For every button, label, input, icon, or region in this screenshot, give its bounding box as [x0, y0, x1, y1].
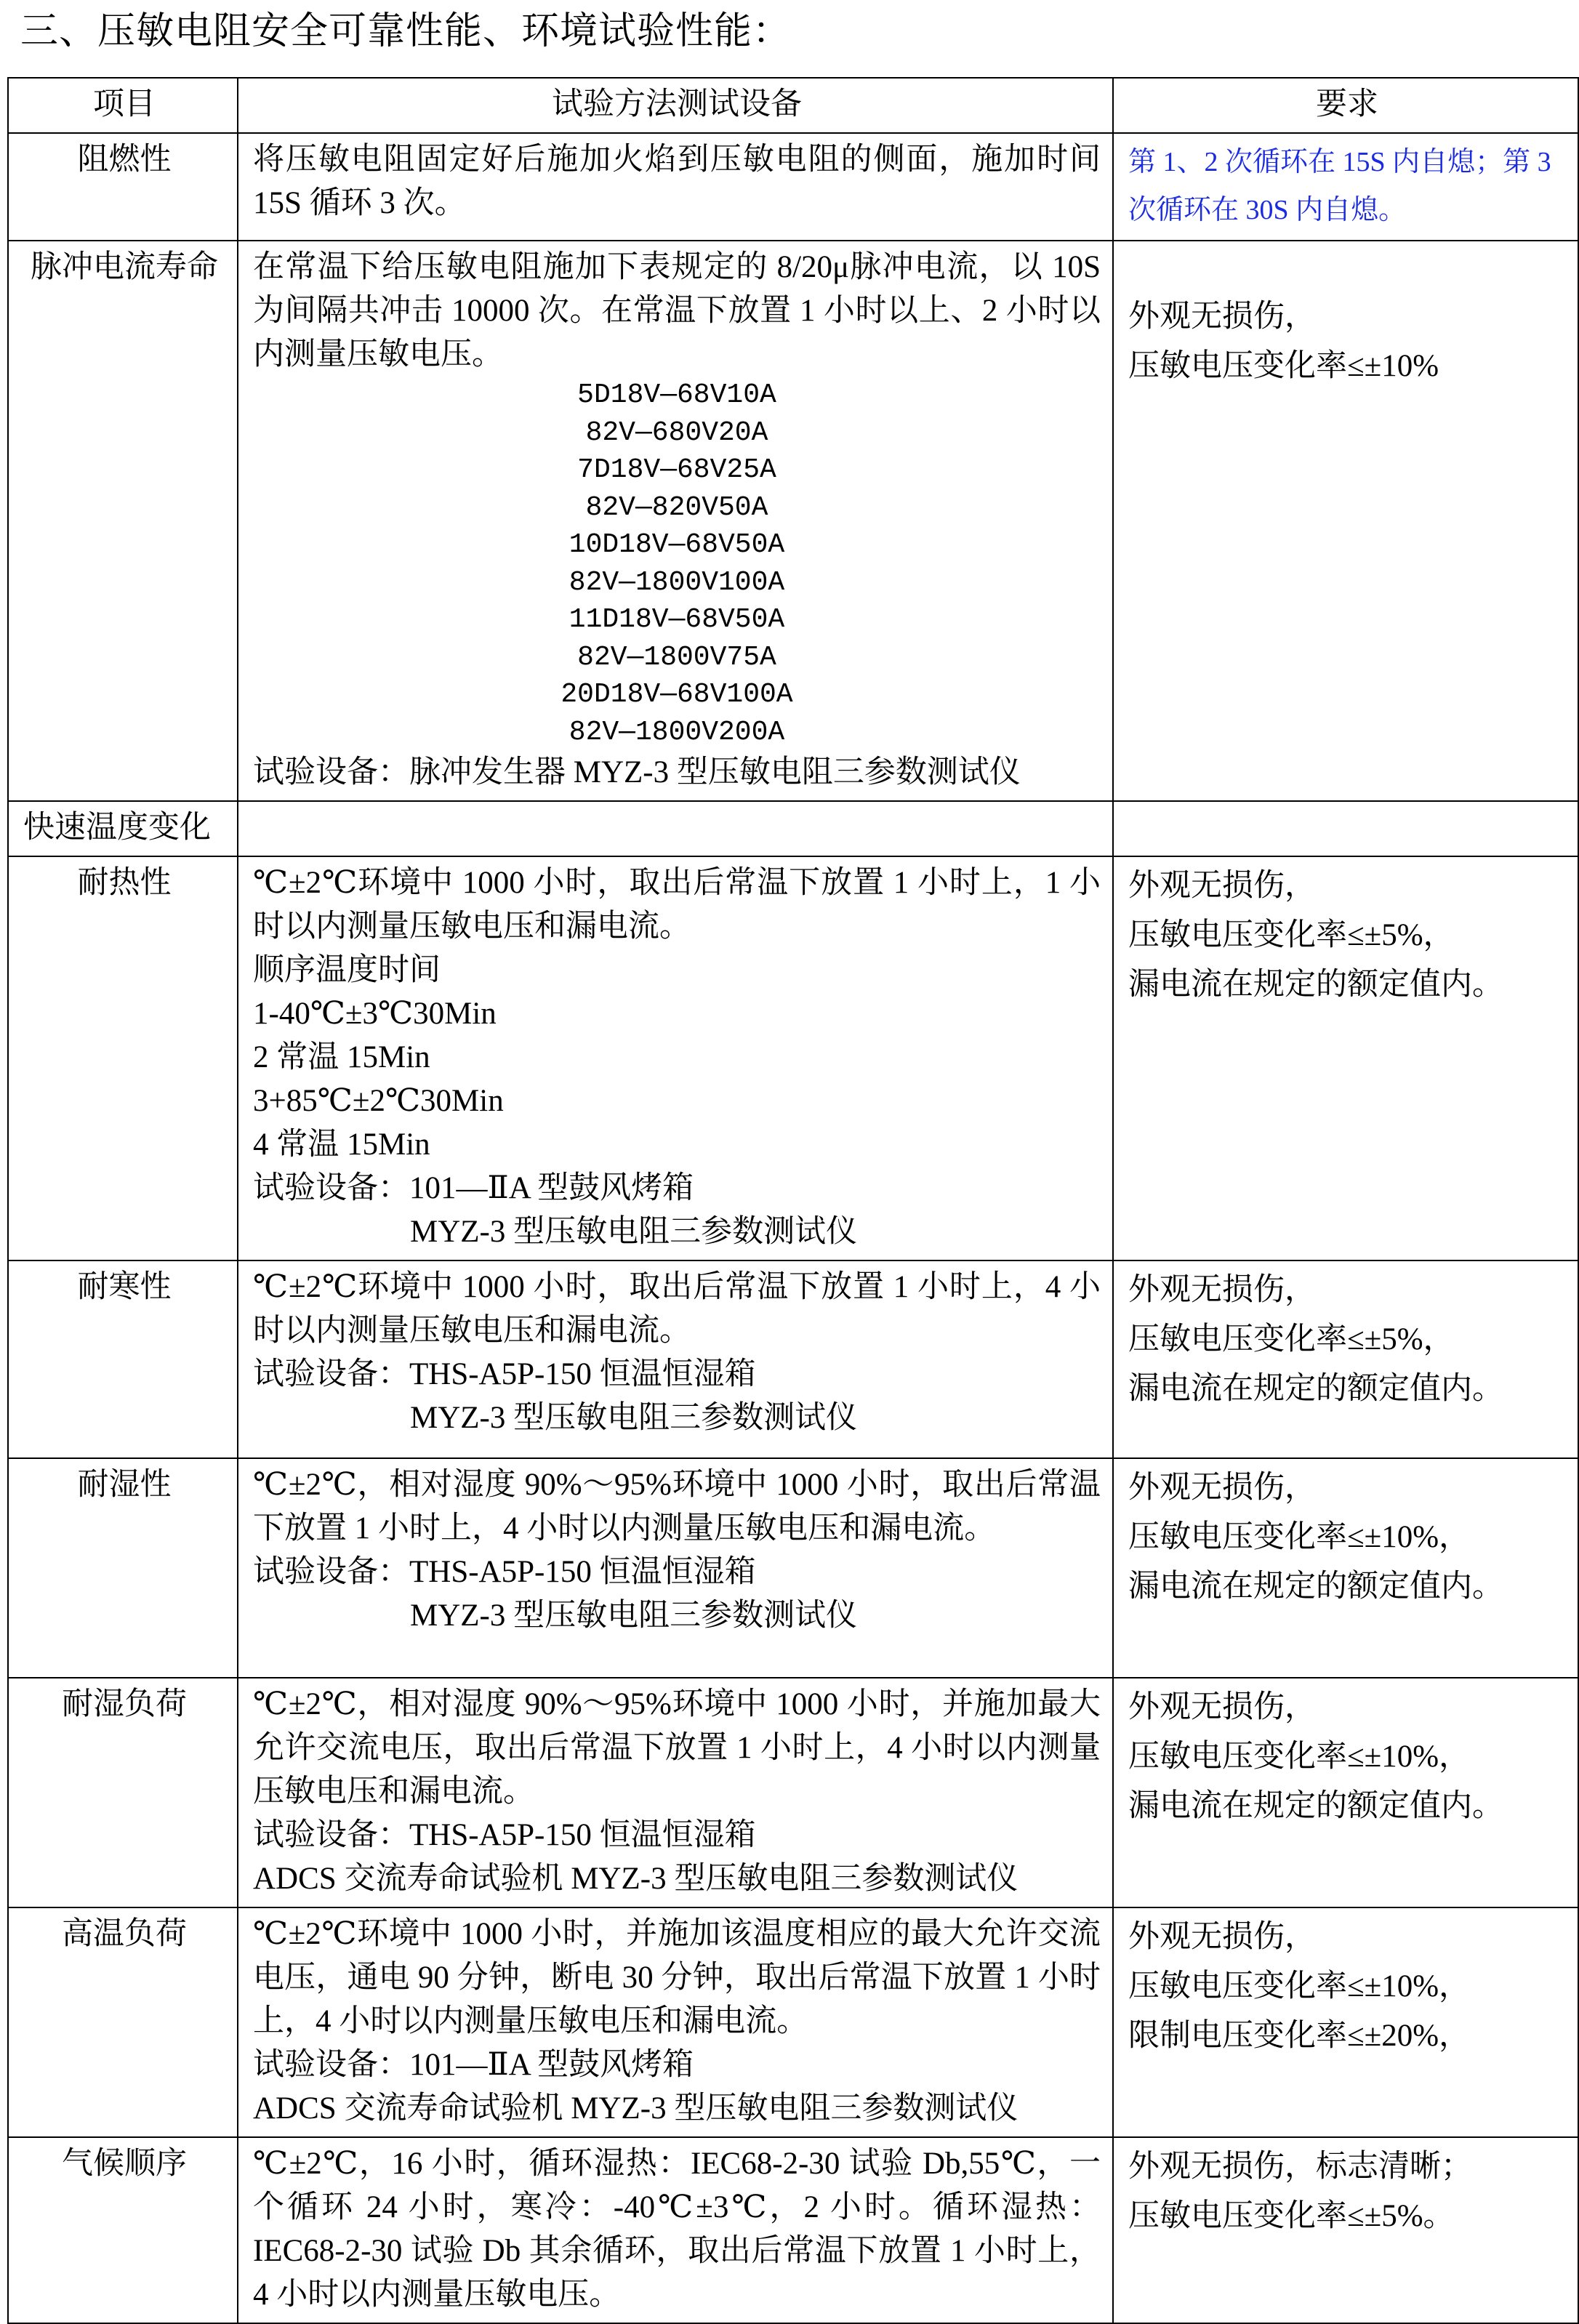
method-cell: [238, 1907, 1113, 2137]
requirement-line: 第 1、2 次循环在 15S 内自熄；第 3 次循环在 30S 内自熄。: [1128, 147, 1551, 225]
method-line: 将压敏电阻固定好后施加火焰到压敏电阻的侧面，施加时间15S 循环 3 次。: [253, 142, 1101, 220]
method-cell: [238, 1458, 1113, 1678]
method-line: ℃±2℃，16 小时，循环湿热：IEC68-2-30 试验 Db,55℃，一个循环 24 小时，寒冷：-40℃±3℃，2 小时。循环湿热：IEC68-2-30 试验 Db 其余循环，取出后常温下放置 1 小时上，4 小时以内测量压敏电压。: [253, 2147, 1101, 2312]
method-cell: [238, 1678, 1113, 1907]
requirement-line: 外观无损伤，: [1128, 869, 1316, 903]
method-line: 试验设备：101—ⅡA 型鼓风烤箱: [253, 2048, 694, 2082]
requirement-cell: [1113, 133, 1578, 241]
method-line: ADCS 交流寿命试验机 MYZ-3 型压敏电阻三参数测试仪: [253, 1862, 1018, 1896]
item-cell: 耐湿性: [8, 1458, 238, 1678]
method-cell: [238, 856, 1113, 1260]
requirement-line: 外观无损伤，: [1128, 1273, 1316, 1307]
table-row: [8, 856, 1578, 1260]
method-line: ℃±2℃环境中 1000 小时，并施加该温度相应的最大允许交流电压，通电 90 分钟，断电 30 分钟，取出后常温下放置 1 小时上，4 小时以内测量压敏电压和漏电流。: [253, 1917, 1101, 2038]
requirement-line: 压敏电压变化率≤±10%，: [1128, 1740, 1471, 1774]
spec-line: 82V—1800V200A: [568, 716, 785, 748]
requirement-cell: [1113, 1260, 1578, 1458]
requirement-line: 外观无损伤，标志清晰；: [1128, 2150, 1472, 2184]
requirement-line: 漏电流在规定的额定值内。: [1128, 1569, 1503, 1604]
method-line: 顺序温度时间: [253, 953, 441, 987]
method-cell: [238, 2137, 1113, 2323]
item-cell: 气候顺序: [8, 2137, 238, 2323]
requirement-line: 漏电流在规定的额定值内。: [1128, 1372, 1503, 1406]
spec-line: 20D18V—68V100A: [561, 679, 793, 710]
spec-line: 11D18V—68V50A: [568, 604, 785, 635]
method-line: 在常温下给压敏电阻施加下表规定的 8/20μ脉冲电流，以 10S 为间隔共冲击 10000 次。在常温下放置 1 小时以上、2 小时以内测量压敏电压。: [253, 250, 1101, 371]
page-title: 三、压敏电阻安全可靠性能、环境试验性能：: [20, 11, 792, 52]
requirement-cell: [1113, 241, 1578, 801]
requirement-line: 压敏电压变化率≤±10%，: [1128, 1520, 1471, 1554]
table-header-row: [8, 78, 1578, 133]
method-line: 2 常温 15Min: [253, 1040, 430, 1074]
method-line: ℃±2℃环境中 1000 小时，取出后常温下放置 1 小时上，1 小时以内测量压敏电压和漏电流。: [253, 866, 1101, 944]
spec-line: 82V—680V20A: [585, 417, 768, 449]
spec-line: 10D18V—68V50A: [568, 529, 785, 560]
spec-line: 5D18V—68V10A: [577, 379, 776, 411]
item-cell: 阻燃性: [8, 133, 238, 241]
table-row: [8, 1458, 1578, 1678]
item-cell: 耐湿负荷: [8, 1678, 238, 1907]
table-row: [8, 133, 1578, 241]
method-line: 3+85℃±2℃30Min: [253, 1084, 504, 1118]
requirement-line: 外观无损伤，: [1128, 1920, 1316, 1954]
requirement-cell: [1113, 2137, 1578, 2323]
method-line: 试验设备：101—ⅡA 型鼓风烤箱: [253, 1171, 694, 1205]
table-row: [8, 2137, 1578, 2323]
item-cell: 快速温度变化: [8, 801, 238, 856]
method-line: ℃±2℃，相对湿度 90%～95%环境中 1000 小时，取出后常温下放置 1 小时上，4 小时以内测量压敏电压和漏电流。: [253, 1468, 1101, 1545]
method-cell: [238, 1260, 1113, 1458]
requirement-cell: [1113, 1907, 1578, 2137]
item-cell: 脉冲电流寿命: [8, 241, 238, 801]
item-cell: 耐寒性: [8, 1260, 238, 1458]
header-item: 项目: [8, 78, 238, 133]
spec-line: 82V—1800V100A: [568, 566, 785, 598]
requirement-line: 压敏电压变化率≤±5%，: [1128, 918, 1455, 952]
method-line: ℃±2℃，相对湿度 90%～95%环境中 1000 小时，并施加最大允许交流电压，取出后常温下放置 1 小时上，4 小时以内测量压敏电压和漏电流。: [253, 1687, 1101, 1809]
requirement-line: 压敏电压变化率≤±5%。: [1128, 2199, 1455, 2233]
spec-line: 82V—1800V75A: [577, 641, 776, 673]
table-row: [8, 1260, 1578, 1458]
method-line: 试验设备：THS-A5P-150 恒温恒湿箱: [253, 1357, 756, 1391]
table-row: [8, 1678, 1578, 1907]
table-row: [8, 801, 1578, 856]
requirement-line: 外观无损伤，: [1128, 1690, 1316, 1724]
item-cell: 高温负荷: [8, 1907, 238, 2137]
requirement-line: 漏电流在规定的额定值内。: [1128, 968, 1503, 1002]
method-line: MYZ-3 型压敏电阻三参数测试仪: [410, 1599, 858, 1633]
requirement-cell: [1113, 1458, 1578, 1678]
equipment-line: 试验设备：脉冲发生器 MYZ-3 型压敏电阻三参数测试仪: [253, 755, 1021, 789]
method-line: ℃±2℃环境中 1000 小时，取出后常温下放置 1 小时上，4 小时以内测量压敏电压和漏电流。: [253, 1270, 1101, 1348]
requirement-line: 压敏电压变化率≤±5%，: [1128, 1322, 1455, 1356]
requirement-line: 压敏电压变化率≤±10%，: [1128, 1969, 1471, 2003]
method-cell: [238, 241, 1113, 801]
method-line: 4 常温 15Min: [253, 1127, 430, 1162]
requirement-cell: [1113, 801, 1578, 856]
requirement-cell: [1113, 1678, 1578, 1907]
method-line: 试验设备：THS-A5P-150 恒温恒湿箱: [253, 1818, 756, 1852]
table-row: [8, 1907, 1578, 2137]
header-method: 试验方法测试设备: [238, 78, 1113, 133]
requirement-line: 外观无损伤，: [1128, 1471, 1316, 1505]
requirement-line: 限制电压变化率≤±20%，: [1128, 2019, 1471, 2053]
requirement-cell: [1113, 856, 1578, 1260]
header-requirement: 要求: [1113, 78, 1578, 133]
spec-line: 7D18V—68V25A: [577, 454, 776, 486]
method-line: 试验设备：THS-A5P-150 恒温恒湿箱: [253, 1555, 756, 1589]
test-spec-table: [7, 77, 1579, 2324]
requirement-line: 压敏电压变化率≤±10%: [1128, 349, 1439, 383]
method-cell: [238, 133, 1113, 241]
table-row: [8, 241, 1578, 801]
requirement-line: 外观无损伤，: [1128, 299, 1316, 334]
method-line: MYZ-3 型压敏电阻三参数测试仪: [410, 1215, 858, 1249]
method-line: MYZ-3 型压敏电阻三参数测试仪: [410, 1401, 858, 1435]
item-cell: 耐热性: [8, 856, 238, 1260]
spec-line: 82V—820V50A: [585, 491, 768, 523]
method-line: ADCS 交流寿命试验机 MYZ-3 型压敏电阻三参数测试仪: [253, 2091, 1018, 2126]
method-line: 1-40℃±3℃30Min: [253, 997, 497, 1031]
method-cell: [238, 801, 1113, 856]
requirement-line: 漏电流在规定的额定值内。: [1128, 1789, 1503, 1823]
